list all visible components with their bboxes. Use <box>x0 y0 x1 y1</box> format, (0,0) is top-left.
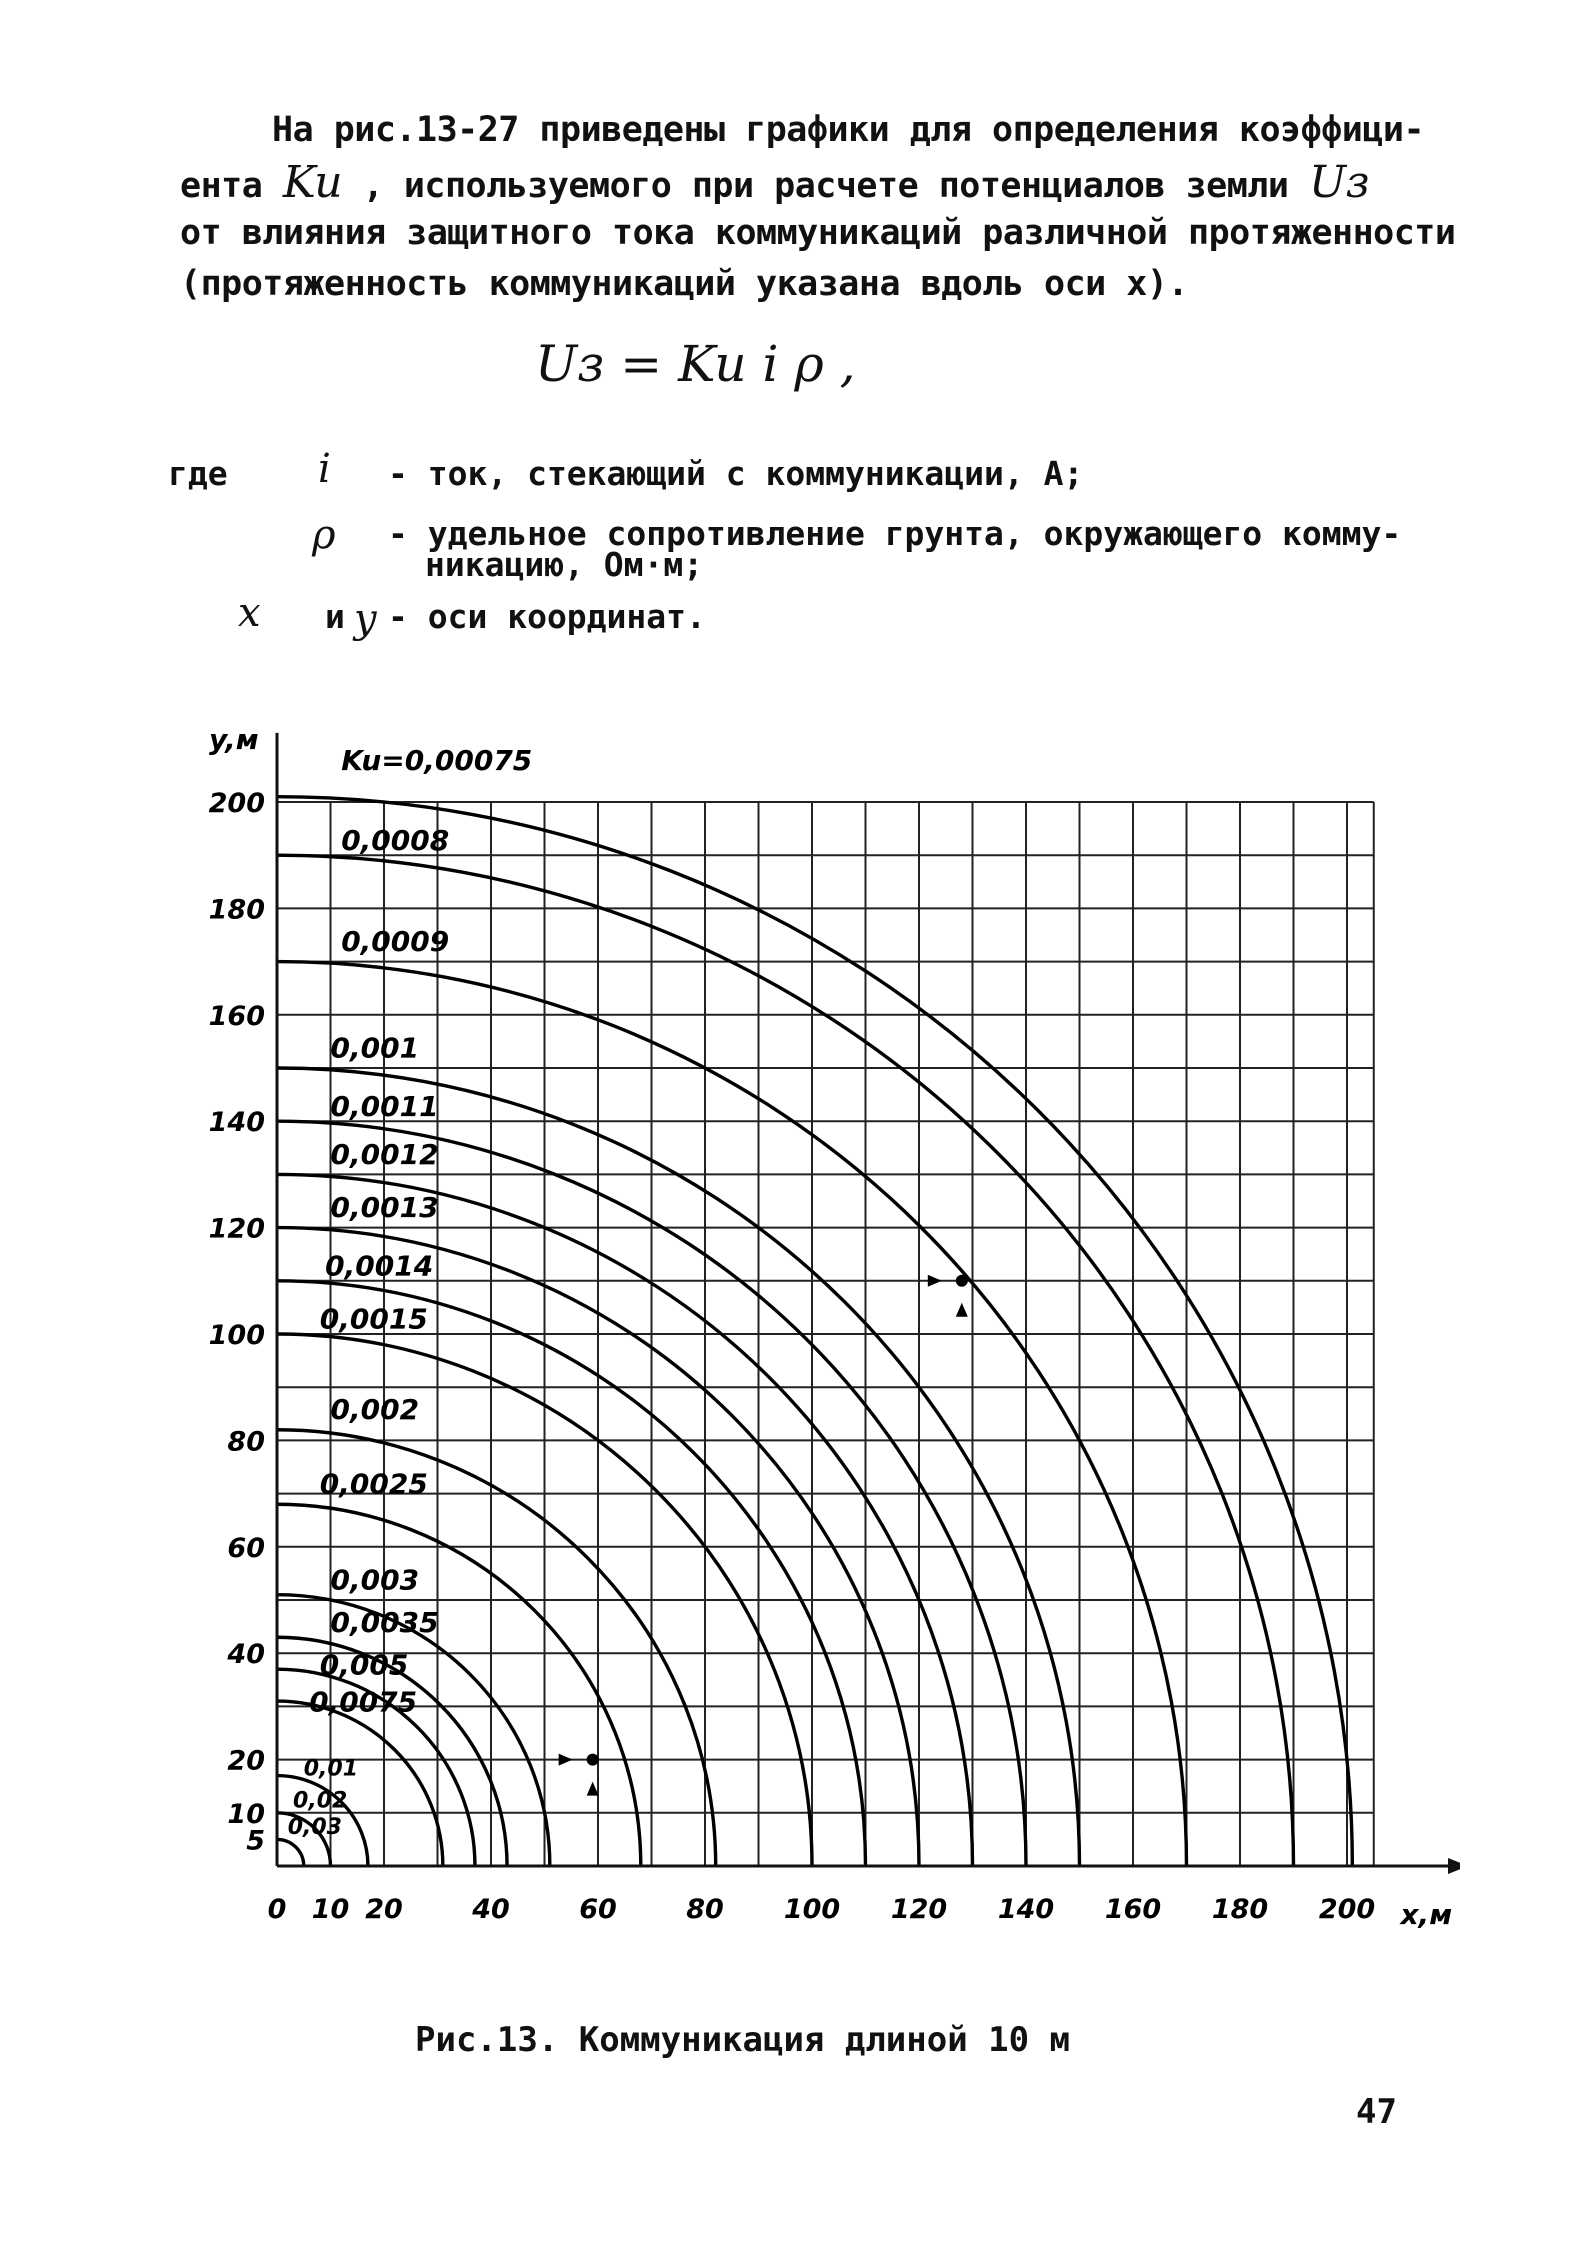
x-tick-label: 200 <box>1318 1894 1376 1925</box>
y-tick-label: 200 <box>208 788 265 819</box>
chart-axes <box>277 733 1460 1874</box>
ku-label-14: 0,0075 <box>309 1685 418 1719</box>
ku-label-4: 0,0011 <box>330 1089 439 1123</box>
where-label: где <box>168 454 228 493</box>
ku-chart <box>170 730 1460 1970</box>
intro-line-2 <box>180 157 1369 212</box>
ku-label-8: 0,0015 <box>319 1302 428 1336</box>
def-symbol-x: x <box>238 590 261 636</box>
ku-label-15: 0,01 <box>303 1756 359 1782</box>
y-tick-label: 40 <box>227 1639 265 1671</box>
x-tick-label: 120 <box>890 1894 948 1925</box>
x-tick-label: 80 <box>686 1894 724 1925</box>
x-tick-label: 60 <box>579 1894 617 1925</box>
x-tick-label: 180 <box>1211 1894 1269 1925</box>
y-tick-label: 120 <box>208 1213 265 1245</box>
intro-line-4: (протяженность коммуникаций указана вдоль оси x). <box>180 264 1189 304</box>
y-tick-label: 100 <box>208 1320 265 1351</box>
x-tick-label: 40 <box>472 1894 510 1925</box>
figure-caption: Рис.13. Коммуникация длиной 10 м <box>415 2020 1071 2060</box>
ku-label-5: 0,0012 <box>330 1137 439 1171</box>
ku-label-17: 0,03 <box>287 1815 342 1841</box>
x-tick-label: 160 <box>1104 1894 1162 1925</box>
def-symbol-rho: ρ <box>312 512 336 558</box>
def-text-axes: - оси координат. <box>388 597 706 636</box>
y-tick-label: 60 <box>227 1532 265 1564</box>
x-tick-label: 10 <box>311 1894 350 1925</box>
y-tick-label: 10 <box>227 1798 265 1830</box>
y-tick-label: 20 <box>227 1745 265 1777</box>
def-symbol-y: y <box>354 596 377 642</box>
ku-label-3: 0,001 <box>330 1031 420 1065</box>
def-text-rho: - удельное сопротивление грунта, окружающего комму- <box>388 514 1402 553</box>
def-text-rho-2: никацию, Ом·м; <box>425 545 704 584</box>
ku-label-6: 0,0013 <box>330 1190 439 1224</box>
ku-label-12: 0,0035 <box>330 1605 439 1639</box>
marker-arrow-up-0 <box>956 1303 968 1317</box>
ku-label-7: 0,0014 <box>325 1249 434 1283</box>
x-tick-label: 100 <box>783 1894 841 1925</box>
ku-label-2: 0,0009 <box>341 924 450 958</box>
ku-label-1: 0,0008 <box>341 823 450 857</box>
ku-label-9: 0,002 <box>330 1393 420 1427</box>
y-axis-label: y,м <box>209 730 259 756</box>
marker-arrow-up-1 <box>587 1782 599 1796</box>
ku-label-16: 0,02 <box>293 1788 348 1814</box>
y-tick-label: 140 <box>208 1107 265 1139</box>
intro-line-2-pre: ента <box>180 166 263 206</box>
x-axis-label: x,м <box>1400 1898 1453 1931</box>
y-tick-label: 5 <box>246 1825 265 1857</box>
def-symbol-i: i <box>318 446 331 492</box>
x-tick-label: 140 <box>997 1894 1055 1925</box>
intro-line-2-mid: , используемого при расчете потенциалов земли <box>362 166 1289 206</box>
marker-arrow-right-0 <box>928 1275 942 1287</box>
ku-label-0: Ku=0,00075 <box>341 744 533 778</box>
x-tick-label: 0 <box>267 1894 287 1925</box>
marker-arrow-right-1 <box>559 1754 573 1766</box>
x-tick-label: 20 <box>365 1894 403 1925</box>
marker-dot-1 <box>587 1754 599 1766</box>
symbol-ku: Ku <box>282 157 343 208</box>
formula: Uз = Ku i ρ , <box>535 335 856 393</box>
symbol-uz: Uз <box>1309 157 1370 208</box>
ku-curve-1 <box>277 855 1294 1866</box>
y-tick-label: 80 <box>227 1426 265 1458</box>
ku-label-11: 0,003 <box>330 1563 420 1597</box>
x-axis-arrow <box>1448 1858 1460 1874</box>
intro-line-3: от влияния защитного тока коммуникаций различной протяженности <box>180 213 1456 253</box>
marker-dot-0 <box>956 1275 968 1287</box>
ku-curve-17 <box>277 1839 304 1866</box>
def-text-i: - ток, стекающий с коммуникации, А; <box>388 454 1084 493</box>
ku-label-10: 0,0025 <box>319 1467 428 1501</box>
intro-line-1: На рис.13-27 приведены графики для определения коэффици- <box>272 110 1425 150</box>
page-number: 47 <box>1356 2092 1397 2132</box>
def-and: и <box>325 597 345 636</box>
y-tick-label: 180 <box>208 894 265 926</box>
ku-label-13: 0,005 <box>319 1648 409 1682</box>
y-tick-label: 160 <box>208 1000 265 1032</box>
